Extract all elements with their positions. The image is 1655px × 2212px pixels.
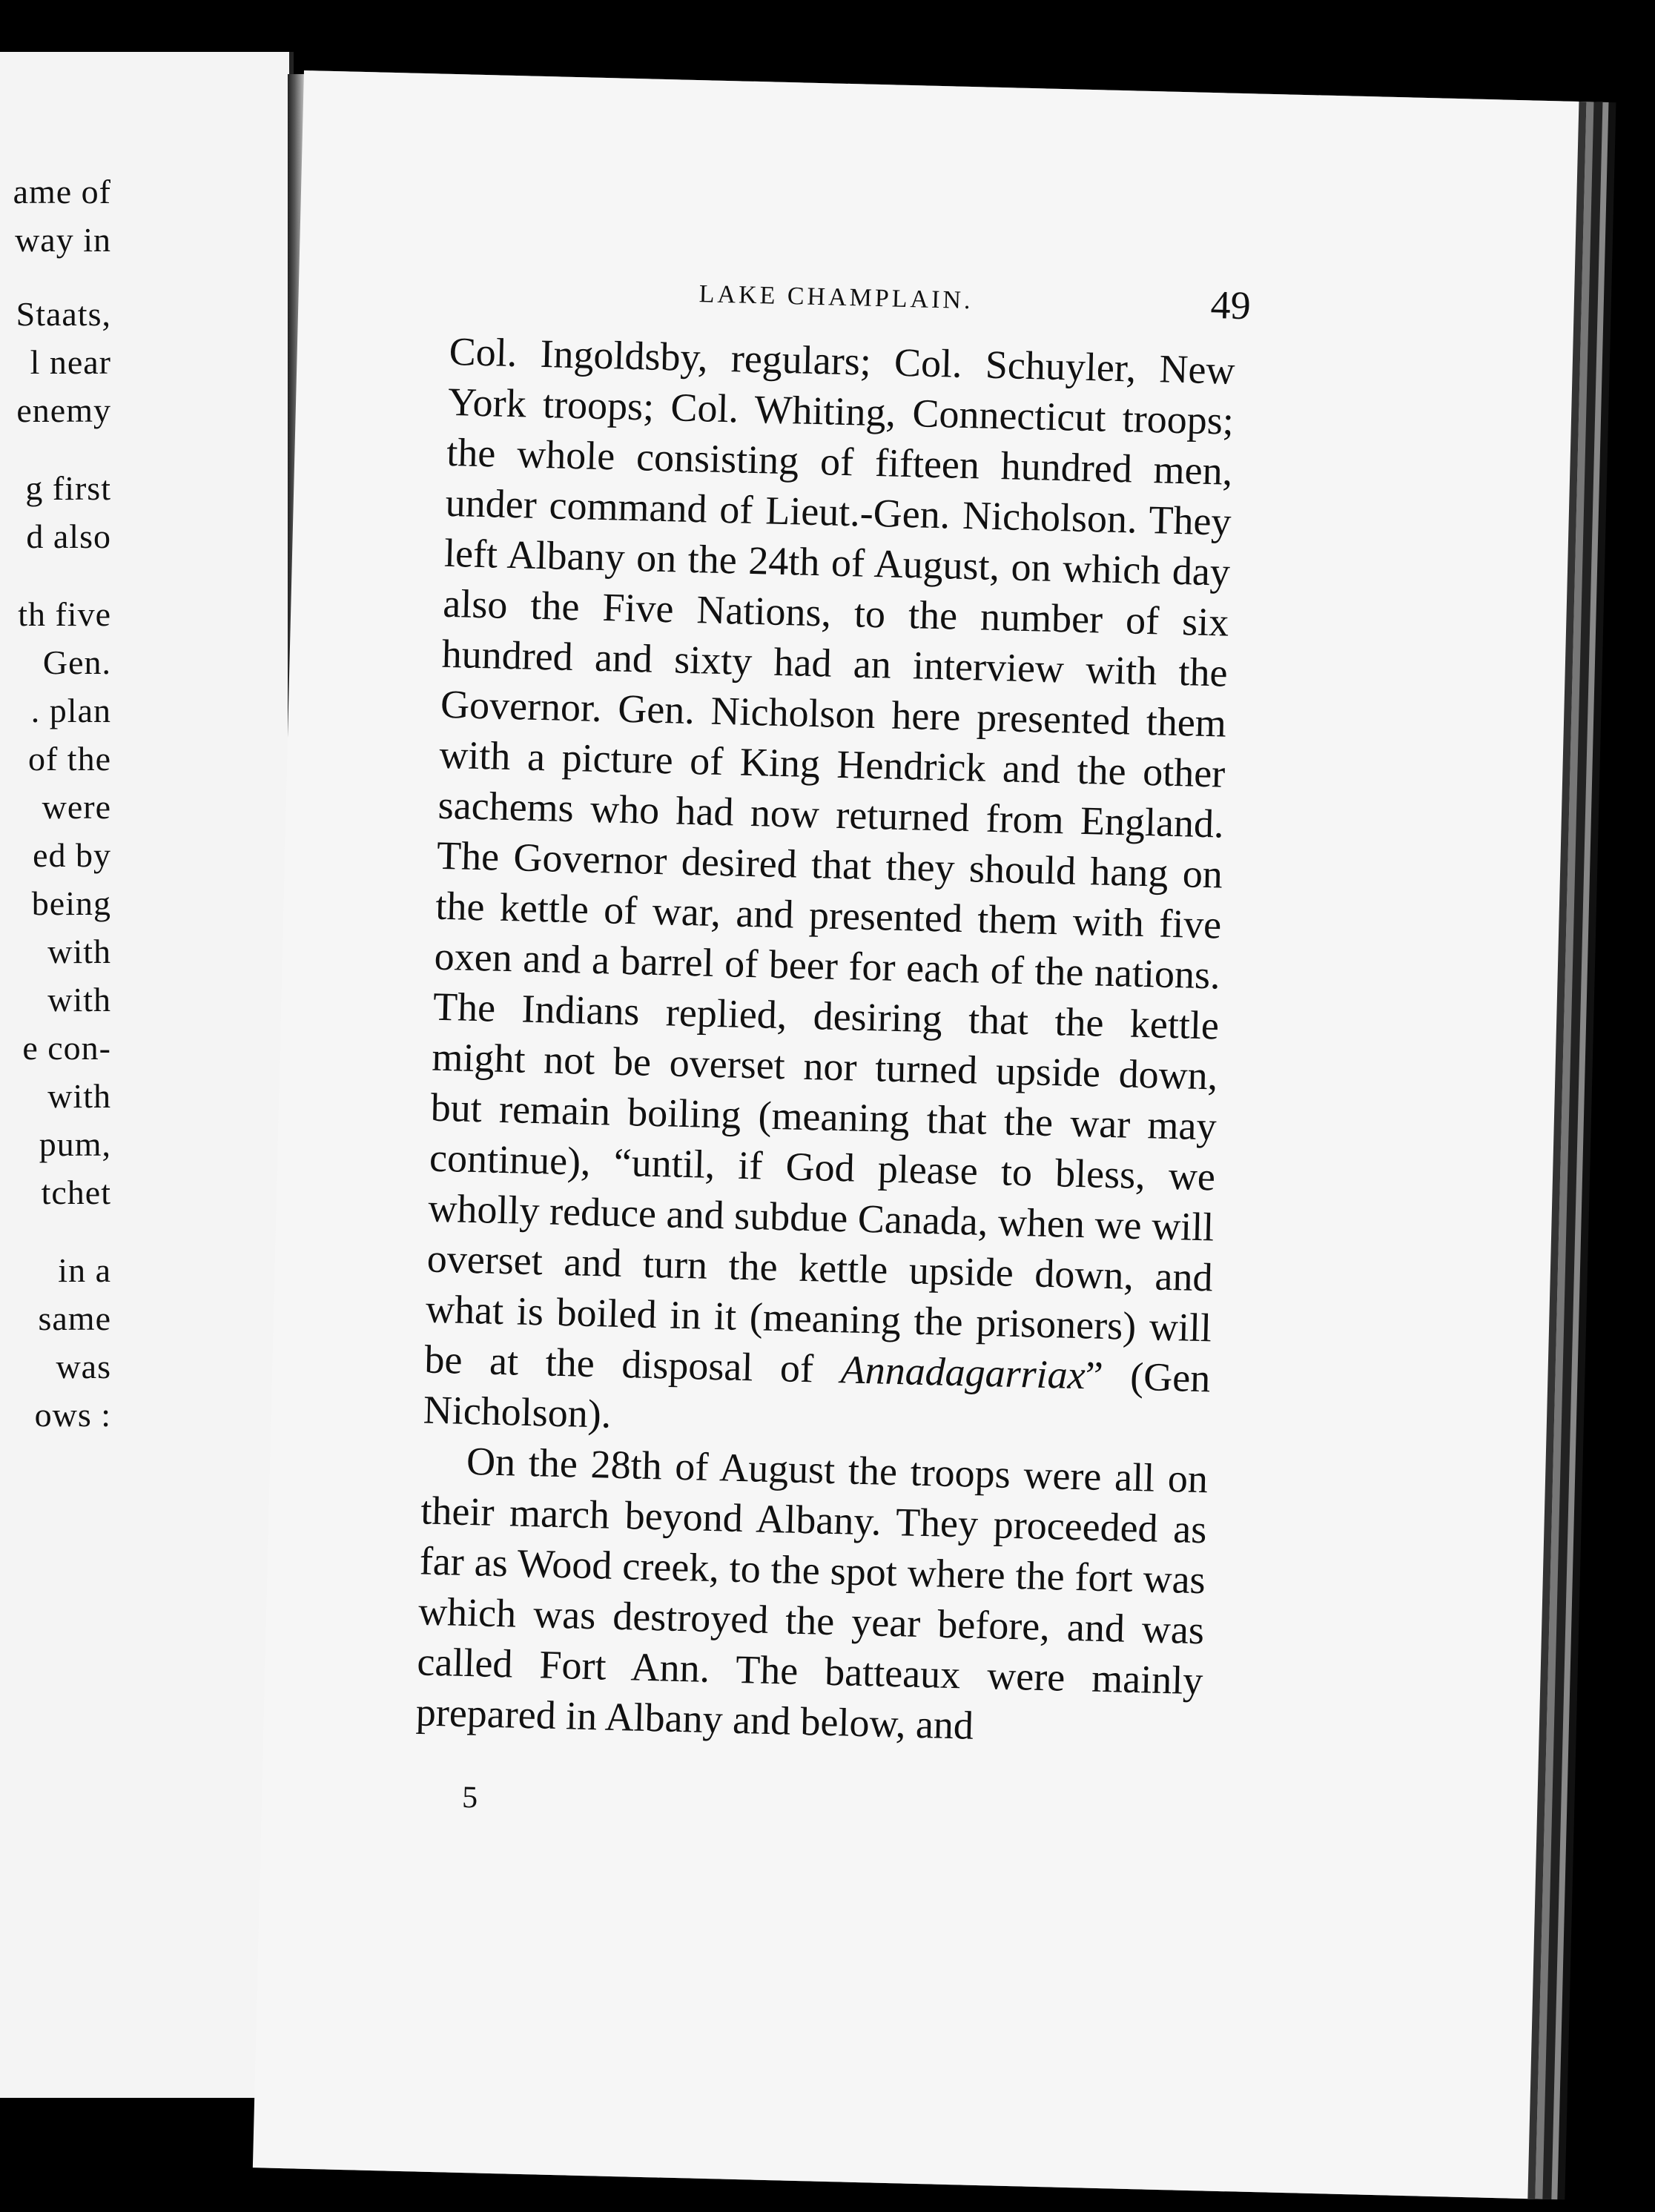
left-line: way in	[15, 221, 111, 259]
left-line: g first	[25, 469, 111, 507]
left-line: enemy	[16, 391, 111, 429]
left-line: e con-	[22, 1029, 111, 1067]
paragraph-text-end: ” (Gen Nicholson).	[423, 1353, 1212, 1437]
left-line: d also	[26, 517, 111, 555]
left-line: th five	[18, 595, 111, 633]
page-body	[415, 326, 1235, 1756]
left-page-text	[0, 52, 289, 2098]
left-line: ows :	[34, 1396, 111, 1434]
left-line: with	[47, 1077, 111, 1115]
paragraph: On the 28th of August the troops were all on their march beyond Albany. They proceeded as far as Wood creek, to the spot where the fort was which was destroyed the year before, and was called Fort Ann. The batteaux were mainly prepared in Albany and below, and	[415, 1438, 1209, 1748]
left-line: pum,	[39, 1125, 111, 1163]
left-line: tchet	[41, 1173, 111, 1211]
italic-name: Annadagarriax	[840, 1347, 1086, 1398]
left-line: being	[31, 884, 111, 922]
paragraph-text: Col. Ingoldsby, regulars; Col. Schuyler, New York troops; Col. Whiting, Connecticut troops; the whole consisting of fifteen hundred men, under command of Lieut.-Gen. Nicholson. They left Albany on the 24th of August, on which day also the Five Nations, to the number of six hundred and sixty had an interview with the Governor. Gen. Nicholson here presented them with a picture of King Hendrick and the other sachems who had now returned from England. The Governor desired that they should hang on the kettle of war, and presented them with five oxen and a barrel of beer for each of the nations. The Indians replied, desiring that the kettle might not be overset nor turned upside down, but remain boiling (meaning that the war may continue), “until, if God please to bless, we wholly reduce and subdue Canada, when we will overset and turn the kettle upside down, and what is boiled in it (meaning the prisoners) will be at the disposal of	[423, 328, 1236, 1391]
left-line: . plan	[30, 692, 111, 729]
left-line: same	[38, 1299, 111, 1337]
signature-mark: 5	[461, 1780, 478, 1815]
left-line: were	[42, 788, 111, 826]
running-head: LAKE CHAMPLAIN.	[698, 280, 974, 315]
left-line: in a	[58, 1251, 111, 1289]
left-line: of the	[27, 740, 111, 778]
page-number: 49	[1209, 282, 1252, 328]
left-line: ame of	[13, 173, 111, 211]
left-page	[0, 52, 294, 2098]
left-line: l near	[30, 343, 111, 381]
left-line: ed by	[33, 836, 111, 874]
paragraph	[423, 326, 1235, 1454]
left-line: was	[56, 1348, 111, 1385]
left-line: Gen.	[42, 643, 111, 681]
right-page	[253, 70, 1587, 2199]
left-line: with	[47, 933, 111, 970]
left-line: with	[47, 981, 111, 1019]
left-line: Staats,	[16, 295, 111, 333]
